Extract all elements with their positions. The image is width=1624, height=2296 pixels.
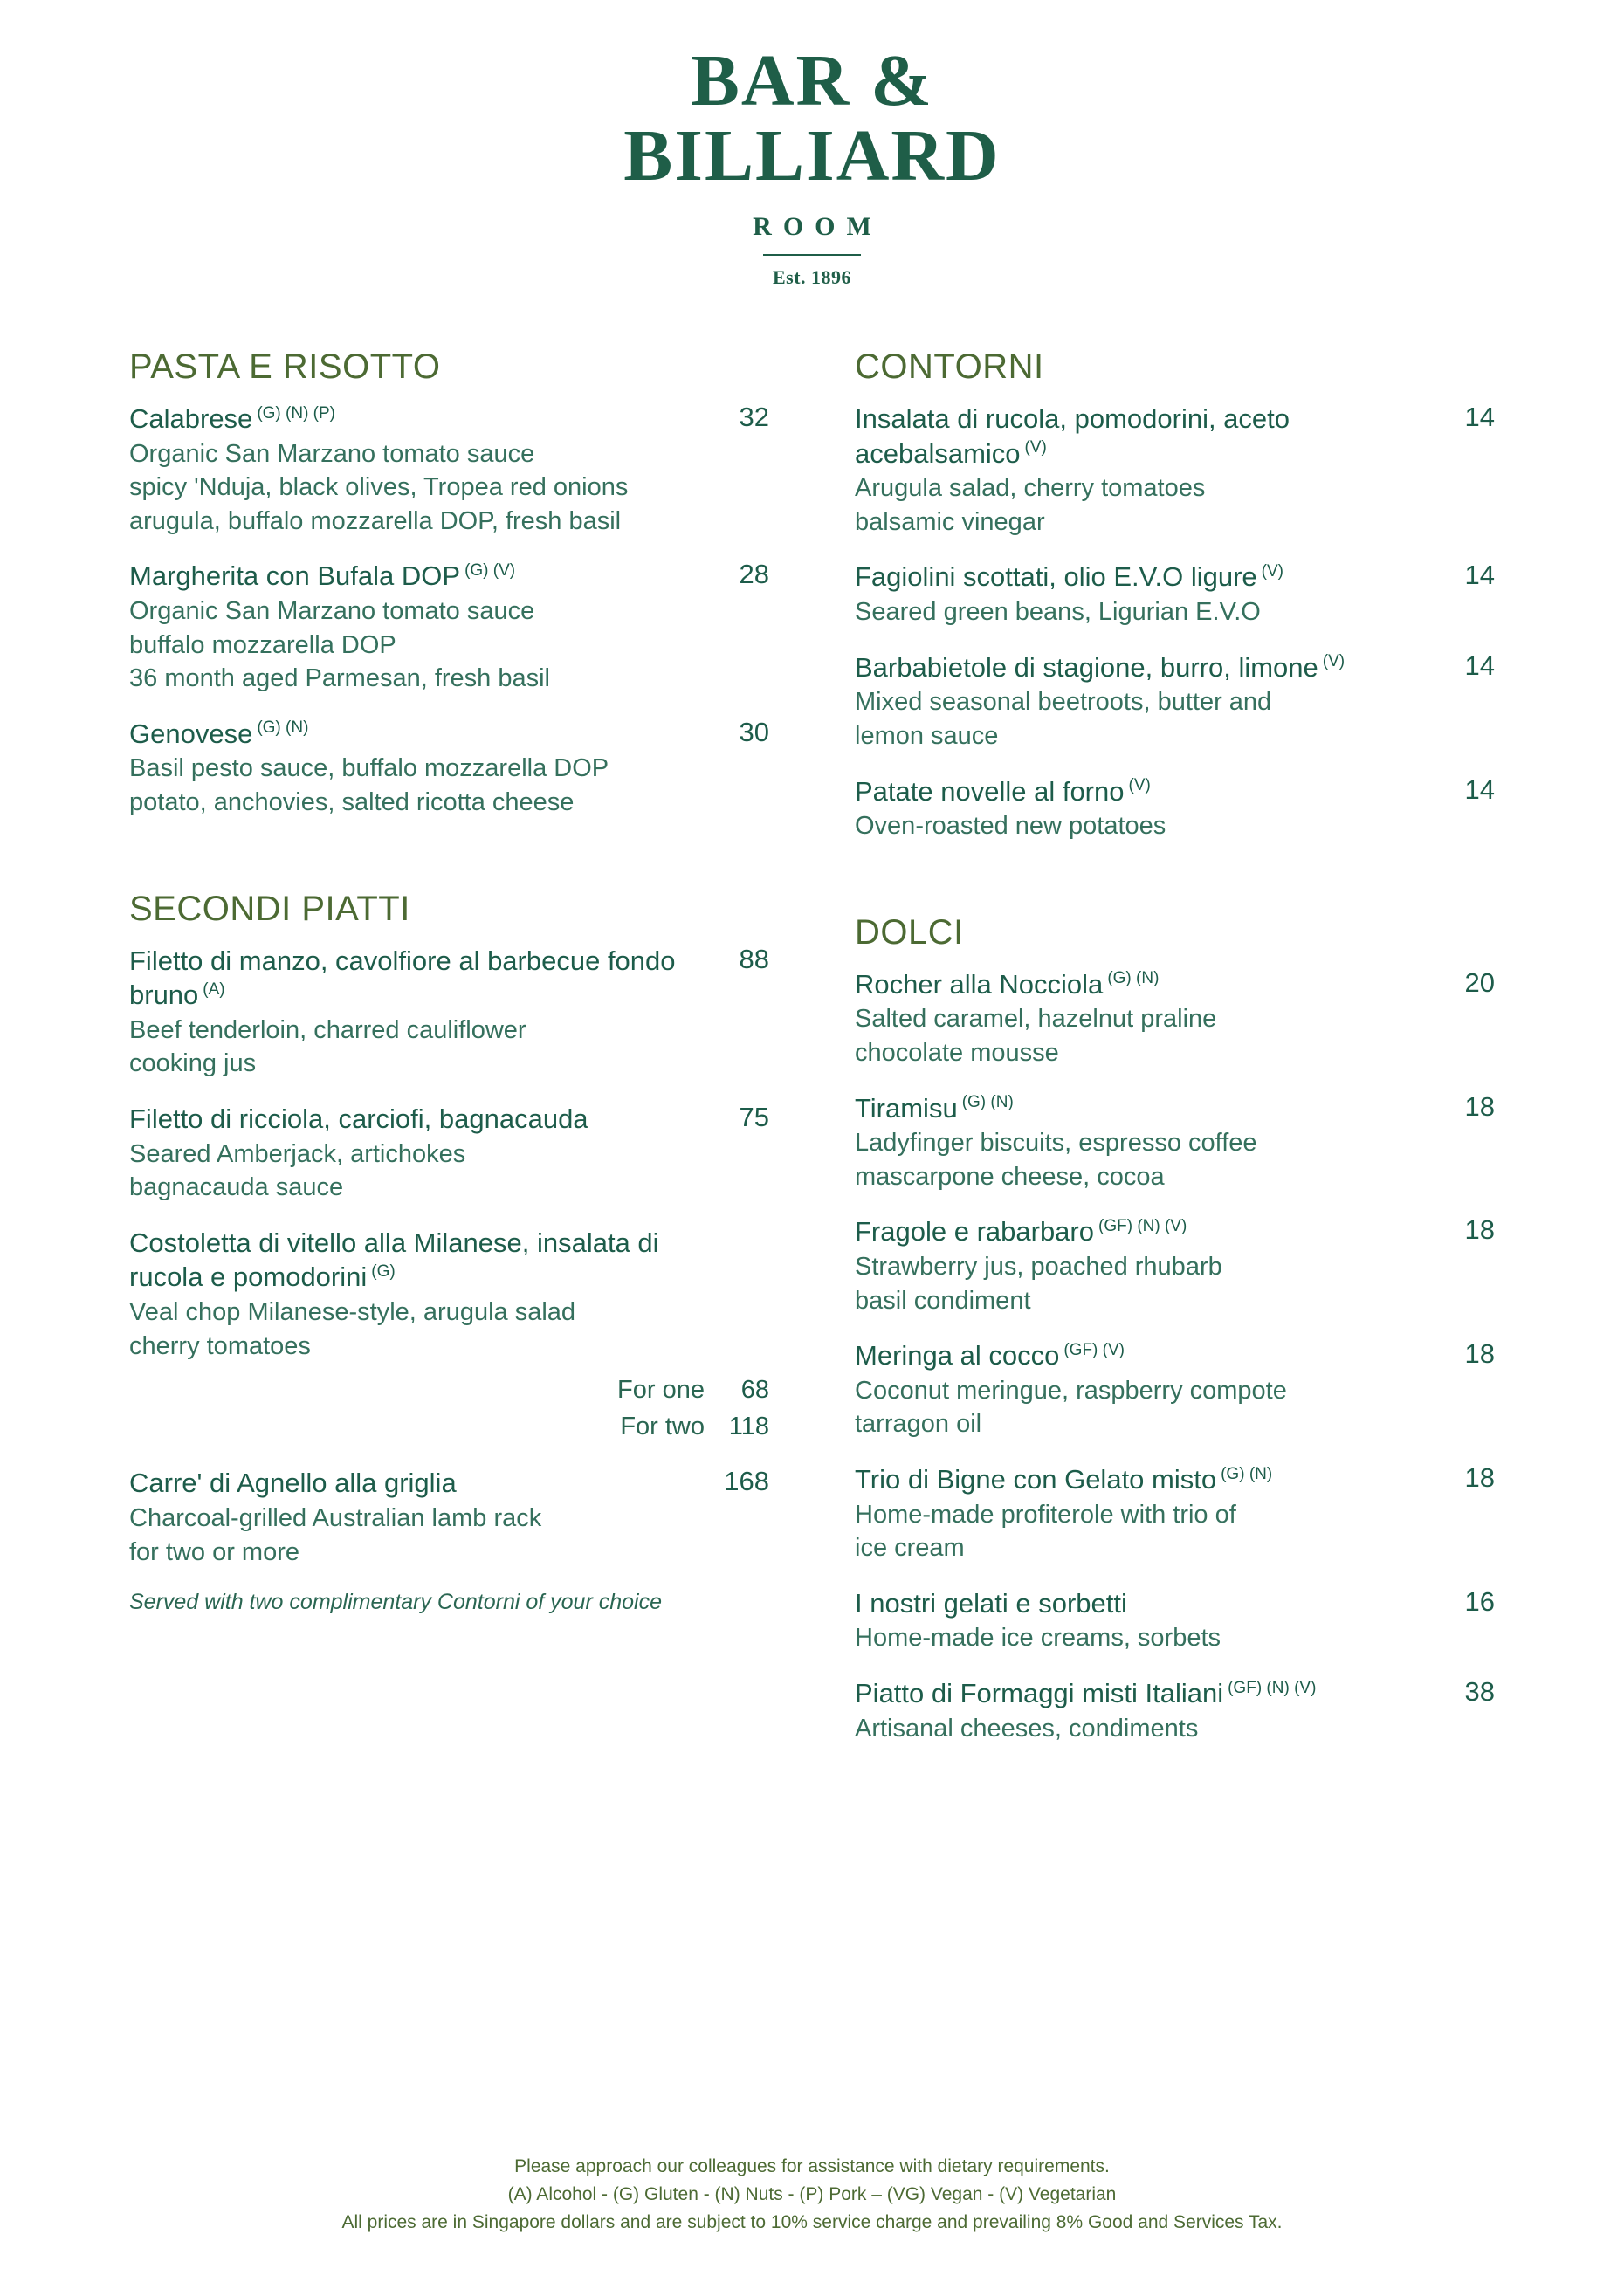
item-name <box>855 1676 1414 1711</box>
menu-item-margherita-con-bufala-dop <box>129 559 769 695</box>
section-note-complimentary-contorni: Served with two complimentary Contorni of your choice <box>129 1590 662 1615</box>
item-name <box>129 1102 689 1137</box>
desc-line: Mixed seasonal beetroots, butter and <box>855 688 1272 717</box>
desc-line: cooking jus <box>129 1049 257 1078</box>
item-price: 32 <box>739 402 769 432</box>
item-name-text: Insalata di rucola, pomodorini, aceto acebalsamico <box>855 403 1290 469</box>
desc-line: mascarpone cheese, cocoa <box>855 1162 1165 1191</box>
item-name <box>129 717 689 752</box>
item-header <box>855 650 1495 685</box>
desc-line: buffalo mozzarella DOP <box>129 630 396 659</box>
menu-item-filetto-di-manzo <box>129 944 769 1081</box>
allergen-tags: (G) (N) (P) <box>257 403 336 423</box>
section-title-contorni: CONTORNI <box>855 347 1044 386</box>
allergen-tags: (V) <box>1128 776 1151 795</box>
desc-line: bagnacauda sauce <box>129 1173 344 1202</box>
item-name <box>855 1214 1414 1249</box>
item-description <box>855 1621 1495 1655</box>
item-name-text: Carre' di Agnello alla griglia <box>129 1468 457 1499</box>
item-name <box>129 559 689 594</box>
desc-line: Salted caramel, hazelnut praline <box>855 1005 1217 1034</box>
menu-item-barbabietole-di-stagione <box>855 650 1495 753</box>
menu-item-rocher-alla-nocciola <box>855 967 1495 1070</box>
allergen-tags: (V) <box>1024 438 1047 457</box>
portion-price: 68 <box>740 1376 769 1405</box>
item-header <box>855 1676 1495 1711</box>
portion-label: For one <box>617 1376 705 1405</box>
logo-divider-rule <box>763 254 861 256</box>
desc-line: for two or more <box>129 1537 299 1566</box>
allergen-tags: (GF) (V) <box>1063 1340 1125 1359</box>
portion-price: 118 <box>728 1413 769 1441</box>
item-description <box>855 595 1495 629</box>
item-price: 30 <box>739 716 769 747</box>
desc-line: lemon sauce <box>855 721 999 750</box>
item-header <box>855 1338 1495 1373</box>
item-price: 168 <box>724 1466 769 1497</box>
footer-dietary-note: Please approach our colleagues for assistance with dietary requirements. <box>514 2156 1110 2177</box>
item-header <box>129 717 769 752</box>
item-name <box>855 967 1414 1002</box>
section-title-dolci: DOLCI <box>855 912 964 952</box>
footer-pricing-note: All prices are in Singapore dollars and are subject to 10% service charge and prevailing 8% Good and Services Tax. <box>341 2212 1283 2233</box>
item-price: 18 <box>1464 1090 1495 1122</box>
desc-line: potato, anchovies, salted ricotta cheese <box>129 787 575 816</box>
menu-item-carre-di-agnello <box>129 1466 769 1569</box>
desc-line: chocolate mousse <box>855 1038 1059 1067</box>
desc-line: Home-made ice creams, sorbets <box>855 1624 1221 1653</box>
item-name <box>129 1226 689 1295</box>
logo-established-year: Est. 1896 <box>772 265 852 288</box>
item-description <box>855 685 1495 753</box>
item-name <box>855 774 1414 809</box>
item-price: 16 <box>1464 1585 1495 1617</box>
item-name-text: Fagiolini scottati, olio E.V.O ligure <box>855 561 1257 593</box>
item-price: 20 <box>1464 966 1495 998</box>
item-price: 14 <box>1464 560 1495 591</box>
item-name <box>129 1466 689 1501</box>
desc-line: ice cream <box>855 1534 965 1563</box>
item-description <box>855 809 1495 843</box>
footer-allergen-legend: (A) Alcohol - (G) Gluten - (N) Nuts - (P) Pork – (VG) Vegan - (V) Vegetarian <box>507 2184 1117 2205</box>
menu-item-costoletta-di-vitello <box>129 1226 769 1446</box>
menu-item-calabrese <box>129 402 769 538</box>
desc-line: Beef tenderloin, charred cauliflower <box>129 1015 526 1044</box>
item-price: 28 <box>739 559 769 590</box>
item-header <box>855 402 1495 471</box>
desc-line: Coconut meringue, raspberry compote <box>855 1376 1287 1405</box>
item-header <box>129 1466 769 1501</box>
menu-item-filetto-di-ricciola <box>129 1102 769 1205</box>
menu-footer <box>0 2153 1624 2237</box>
item-header <box>855 967 1495 1002</box>
menu-item-meringa-al-cocco <box>855 1338 1495 1441</box>
desc-line: Seared Amberjack, artichokes <box>129 1139 466 1168</box>
section-title-secondi: SECONDI PIATTI <box>129 889 410 928</box>
item-price: 14 <box>1464 650 1495 681</box>
item-header <box>129 944 769 1013</box>
item-header <box>855 1214 1495 1249</box>
desc-line: balsamic vinegar <box>855 507 1045 536</box>
item-description <box>129 1138 769 1205</box>
menu-item-trio-di-bigne <box>855 1462 1495 1565</box>
item-header <box>129 559 769 594</box>
item-description <box>129 1502 769 1569</box>
item-name <box>855 650 1414 685</box>
item-price: 14 <box>1464 402 1495 432</box>
allergen-tags: (GF) (N) (V) <box>1228 1678 1317 1697</box>
item-description <box>129 752 769 819</box>
menu-item-fragole-e-rabarbaro <box>855 1214 1495 1317</box>
item-name <box>855 1586 1414 1621</box>
menu-column-right <box>855 347 1495 1766</box>
desc-line: Oven-roasted new potatoes <box>855 812 1166 841</box>
item-price: 88 <box>739 943 769 974</box>
portion-label: For two <box>620 1413 705 1441</box>
item-description <box>855 1712 1495 1746</box>
item-header <box>855 1462 1495 1497</box>
item-name-text: Patate novelle al forno <box>855 775 1125 807</box>
item-header <box>129 402 769 437</box>
item-name-text: Rocher alla Nocciola <box>855 968 1104 1000</box>
item-price: 38 <box>1464 1675 1495 1707</box>
section-pasta-e-risotto <box>129 347 769 820</box>
desc-line: cherry tomatoes <box>129 1331 311 1360</box>
desc-line: Veal chop Milanese-style, arugula salad <box>129 1298 576 1327</box>
item-name-text: Margherita con Bufala DOP <box>129 560 461 592</box>
item-name-text: Fragole e rabarbaro <box>855 1216 1094 1248</box>
item-header <box>855 1586 1495 1621</box>
item-description <box>855 1498 1495 1565</box>
logo-room-word: ROOM <box>753 211 883 241</box>
item-header <box>129 1102 769 1137</box>
desc-line: spicy 'Nduja, black olives, Tropea red onions <box>129 473 629 502</box>
desc-line: Home-made profiterole with trio of <box>855 1500 1236 1529</box>
menu-item-piatto-di-formaggi <box>855 1676 1495 1745</box>
item-name-text: Filetto di manzo, cavolfiore al barbecue fondo bruno <box>129 945 676 1011</box>
section-title-pasta: PASTA E RISOTTO <box>129 347 441 386</box>
item-name-text: Genovese <box>129 718 253 749</box>
section-spacer <box>129 841 769 890</box>
menu-item-patate-novelle <box>855 774 1495 843</box>
section-spacer <box>855 864 1495 913</box>
item-description <box>129 1296 769 1363</box>
item-price: 18 <box>1464 1461 1495 1493</box>
section-secondi-piatti <box>129 890 769 1616</box>
item-description <box>129 595 769 696</box>
item-name-text: Calabrese <box>129 403 253 434</box>
item-description <box>855 1374 1495 1441</box>
menu-item-gelati-e-sorbetti <box>855 1586 1495 1655</box>
item-name-text: Barbabietole di stagione, burro, limone <box>855 651 1318 683</box>
allergen-tags: (G) <box>371 1262 396 1282</box>
allergen-tags: (G) (V) <box>464 561 516 581</box>
item-name <box>129 402 689 437</box>
menu-item-fagiolini-scottati <box>855 560 1495 629</box>
item-description <box>855 471 1495 539</box>
logo-line-two: BILLIARD <box>623 115 1001 197</box>
allergen-tags: (V) <box>1322 652 1345 671</box>
menu-item-genovese <box>129 717 769 820</box>
item-name <box>129 944 689 1013</box>
desc-line: Strawberry jus, poached rhubarb <box>855 1253 1222 1281</box>
desc-line: Charcoal-grilled Australian lamb rack <box>129 1504 542 1533</box>
desc-line: Artisanal cheeses, condiments <box>855 1714 1199 1743</box>
desc-line: Organic San Marzano tomato sauce <box>129 597 535 626</box>
allergen-tags: (GF) (N) (V) <box>1098 1217 1187 1235</box>
item-name-text: Piatto di Formaggi misti Italiani <box>855 1677 1224 1708</box>
item-name-text: I nostri gelati e sorbetti <box>855 1587 1127 1619</box>
item-name <box>855 1091 1414 1126</box>
item-description <box>129 437 769 539</box>
portion-row-for-one <box>129 1371 769 1408</box>
desc-line: Arugula salad, cherry tomatoes <box>855 474 1206 503</box>
item-price: 18 <box>1464 1214 1495 1246</box>
item-price: 18 <box>1464 1338 1495 1370</box>
desc-line: basil condiment <box>855 1286 1031 1315</box>
item-name-text: Filetto di ricciola, carciofi, bagnacauda <box>129 1103 588 1134</box>
allergen-tags: (G) (N) <box>1107 969 1160 988</box>
allergen-tags: (G) (N) <box>961 1093 1014 1112</box>
allergen-tags: (A) <box>203 980 225 999</box>
desc-line: Ladyfinger biscuits, espresso coffee <box>855 1129 1257 1158</box>
logo-line-one: BAR & <box>690 40 934 121</box>
item-description <box>855 1002 1495 1069</box>
item-header <box>129 1226 769 1295</box>
desc-line: 36 month aged Parmesan, fresh basil <box>129 664 550 693</box>
portion-pricing <box>129 1371 769 1445</box>
item-name <box>855 560 1414 595</box>
item-header <box>855 560 1495 595</box>
item-header <box>855 1091 1495 1126</box>
desc-line: tarragon oil <box>855 1410 982 1439</box>
item-header <box>855 774 1495 809</box>
item-description <box>855 1126 1495 1193</box>
item-name-text: Trio di Bigne con Gelato misto <box>855 1463 1217 1495</box>
portion-row-for-two <box>129 1408 769 1445</box>
item-name-text: Costoletta di vitello alla Milanese, insalata di rucola e pomodorini <box>129 1227 659 1293</box>
section-contorni <box>855 347 1495 843</box>
item-description <box>129 1014 769 1081</box>
menu-columns <box>0 347 1624 1766</box>
desc-line: Organic San Marzano tomato sauce <box>129 439 535 468</box>
item-name <box>855 1462 1414 1497</box>
allergen-tags: (G) (N) <box>257 718 309 738</box>
menu-column-left <box>129 347 769 1766</box>
menu-item-insalata-di-rucola <box>855 402 1495 539</box>
menu-item-tiramisu <box>855 1091 1495 1194</box>
allergen-tags: (V) <box>1261 562 1283 581</box>
item-price: 14 <box>1464 773 1495 805</box>
section-dolci <box>855 913 1495 1745</box>
desc-line: arugula, buffalo mozzarella DOP, fresh basil <box>129 506 622 535</box>
item-name-text: Meringa al cocco <box>855 1340 1060 1371</box>
allergen-tags: (G) (N) <box>1221 1464 1273 1483</box>
item-description <box>855 1250 1495 1317</box>
restaurant-logo <box>0 0 1624 289</box>
item-name-text: Tiramisu <box>855 1092 958 1124</box>
desc-line: Basil pesto sauce, buffalo mozzarella DOP <box>129 754 609 783</box>
desc-line: Seared green beans, Ligurian E.V.O <box>855 598 1261 627</box>
item-name <box>855 402 1414 471</box>
item-price: 75 <box>739 1101 769 1132</box>
item-name <box>855 1338 1414 1373</box>
